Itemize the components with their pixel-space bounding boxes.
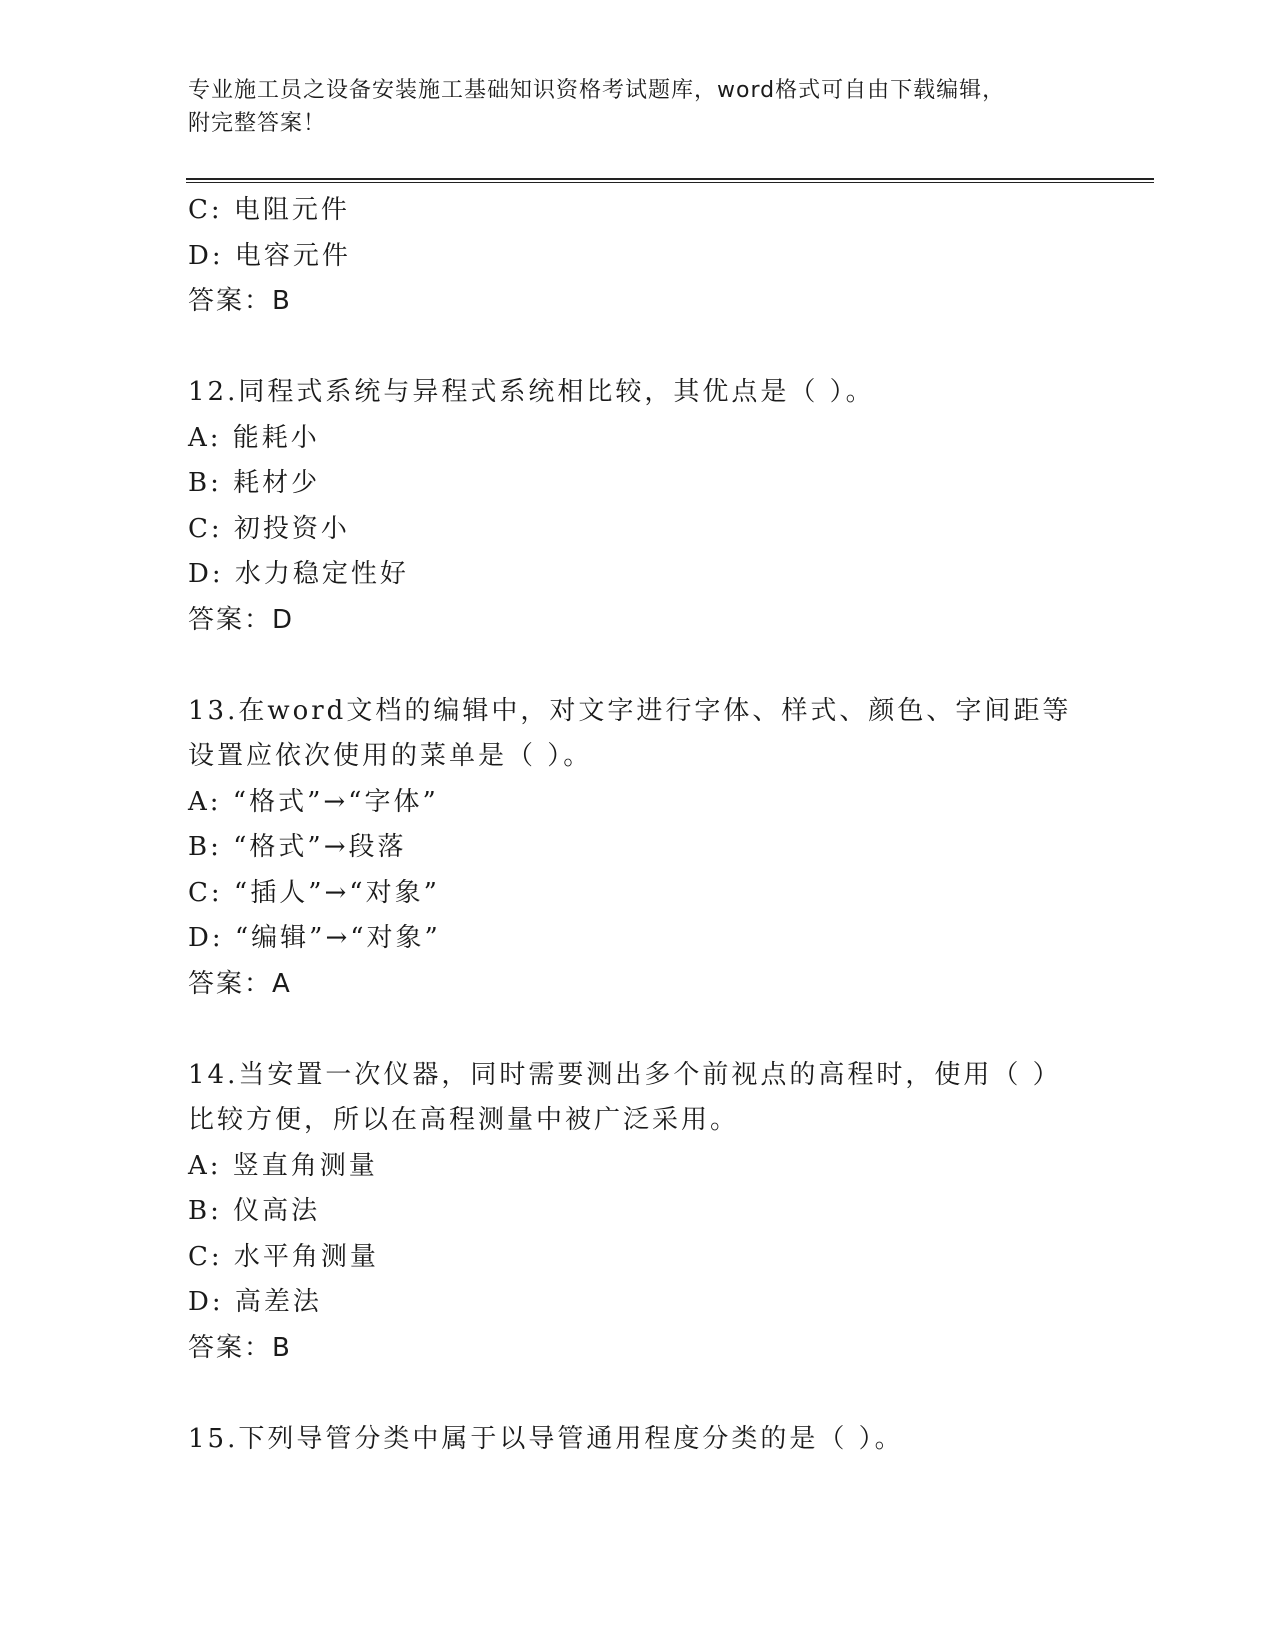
option-c: C: “插人”→“对象” (188, 877, 440, 908)
question-stem-line-1: 13.在word文档的编辑中，对文字进行字体、样式、颜色、字间距等 (188, 695, 1072, 726)
option-d: D: “编辑”→“对象” (188, 923, 441, 953)
option-c: C: 初投资小 (188, 513, 350, 544)
option-a: A: 竖直角测量 (188, 1150, 378, 1181)
question-14 (188, 1053, 1088, 1372)
question-stem-line-2: 比较方便，所以在高程测量中被广泛采用。 (188, 1105, 740, 1135)
spacer (188, 325, 1088, 371)
option-b: B: “格式”→段落 (188, 832, 407, 862)
header-title-line-2: 附完整答案！ (188, 111, 327, 136)
answer-line: 答案：D (188, 604, 295, 635)
option-a: A: 能耗小 (188, 422, 320, 453)
spacer (188, 1371, 1088, 1417)
option-c: C: 电阻元件 (188, 195, 350, 225)
question-12 (188, 370, 1088, 643)
option-d: D: 水力稳定性好 (188, 559, 409, 589)
question-stem-line-1: 14.当安置一次仪器，同时需要测出多个前视点的高程时，使用（ ） (188, 1059, 1062, 1090)
answer-line: 答案：B (188, 286, 292, 316)
option-b: B: 耗材少 (188, 468, 321, 498)
option-d: D: 电容元件 (188, 240, 351, 271)
option-a: A: “格式”→“字体” (188, 786, 439, 817)
header-divider (186, 178, 1154, 183)
option-b: B: 仪高法 (188, 1196, 321, 1226)
option-c: C: 水平角测量 (188, 1241, 379, 1272)
question-15 (188, 1417, 1088, 1463)
spacer (188, 643, 1088, 689)
question-stem: 12.同程式系统与异程式系统相比较，其优点是（ ）。 (188, 377, 875, 407)
document-header (188, 74, 1068, 140)
answer-line: 答案：A (188, 968, 292, 999)
option-d: D: 高差法 (188, 1287, 322, 1317)
question-list (188, 188, 1088, 1462)
answer-line: 答案：B (188, 1332, 292, 1363)
question-stem: 15.下列导管分类中属于以导管通用程度分类的是（ ）。 (188, 1423, 904, 1454)
spacer (188, 1007, 1088, 1053)
carryover-question (188, 188, 1088, 325)
question-13 (188, 689, 1088, 1008)
question-stem-line-2: 设置应依次使用的菜单是（ ）。 (188, 741, 593, 771)
header-title-line-1: 专业施工员之设备安装施工基础知识资格考试题库，word格式可自由下载编辑， (188, 78, 1006, 103)
